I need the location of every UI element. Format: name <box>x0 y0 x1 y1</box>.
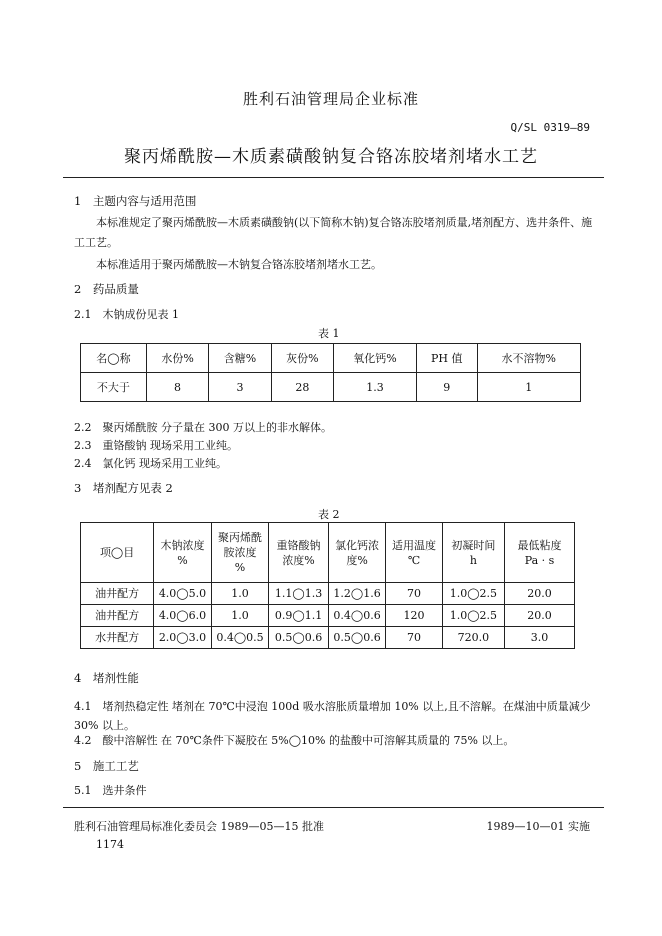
section-1-para-1: 本标准规定了聚丙烯酰胺—木质素磺酸钠(以下简称木钠)复合铬冻胶堵剂质量,堵剂配方、选井条件、施工工艺。 <box>74 216 593 249</box>
page-number: 1174 <box>96 838 124 851</box>
section-2-4: 2.4 氯化钙 现场采用工业纯。 <box>74 457 227 470</box>
table-2-cell: 油井配方 <box>81 605 154 627</box>
section-1-para-2: 本标准适用于聚丙烯酰胺—木钠复合铬冻胶堵剂堵水工艺。 <box>96 258 382 271</box>
table-2-cell: 3.0 <box>505 627 575 649</box>
table-1-header-cell: 含糖% <box>209 344 271 373</box>
table-1-header-cell: 灰份% <box>271 344 333 373</box>
section-4-heading: 4 堵剂性能 <box>74 671 139 685</box>
table-1-header-row <box>81 344 581 373</box>
table-2-cell: 1.2◯1.6 <box>328 583 386 605</box>
section-1-heading: 1 主题内容与适用范围 <box>74 194 197 208</box>
header-line: 浓度% <box>282 553 315 567</box>
header-line: 最低粘度 <box>517 538 562 552</box>
header-line: h <box>469 553 477 567</box>
table-1-cell: 3 <box>209 373 271 402</box>
header-line: 聚丙烯酰 <box>218 531 263 544</box>
table-2-cell: 70 <box>386 583 442 605</box>
table-2-row <box>81 583 575 605</box>
header-line: 氯化钙浓 <box>335 538 380 552</box>
footer-rule <box>63 807 604 808</box>
table-2-cell: 0.9◯1.1 <box>269 605 328 627</box>
table-2-cell: 0.4◯0.5 <box>211 627 269 649</box>
table-1-cell: 9 <box>416 373 477 402</box>
table-1-header-cell: 名◯称 <box>81 344 147 373</box>
table-2-cell: 1.0 <box>211 605 269 627</box>
table-1-header-cell: 水份% <box>146 344 208 373</box>
table-1-cell: 不大于 <box>81 373 147 402</box>
header-line: 胺浓度 <box>223 546 257 559</box>
section-4-2: 4.2 酸中溶解性 在 70℃条件下凝胶在 5%◯10% 的盐酸中可溶解其质量的 75% 以上。 <box>74 734 515 747</box>
approval-line: 胜利石油管理局标准化委员会 1989—05—15 批准 <box>74 820 324 833</box>
header-line: % <box>177 553 188 567</box>
table-2-cell: 4.0◯6.0 <box>154 605 212 627</box>
table-2-cell: 720.0 <box>442 627 504 649</box>
header-line: ℃ <box>407 553 421 567</box>
org-name: 胜利石油管理局企业标准 <box>242 90 419 108</box>
table-2-header-row <box>81 523 575 583</box>
section-5-1: 5.1 选井条件 <box>74 784 147 797</box>
table-1-cell: 1.3 <box>334 373 417 402</box>
table-2-header-cell <box>211 523 269 583</box>
implementation-date: 1989—10—01 实施 <box>486 820 590 833</box>
table-2-cell: 0.4◯0.6 <box>328 605 386 627</box>
table-2-header-cell <box>269 523 328 583</box>
table-2-cell: 1.1◯1.3 <box>269 583 328 605</box>
header-line: 适用温度 <box>392 538 437 552</box>
table-2-cell: 1.0 <box>211 583 269 605</box>
table-1-header-cell: PH 值 <box>416 344 477 373</box>
table-2-cell: 20.0 <box>505 605 575 627</box>
table-2-row <box>81 627 575 649</box>
table-2 <box>80 522 575 649</box>
header-line: % <box>234 561 246 574</box>
table-2-cell: 水井配方 <box>81 627 154 649</box>
section-2-heading: 2 药品质量 <box>74 282 139 296</box>
table-2-header-cell <box>81 523 154 583</box>
table-2-cell: 70 <box>386 627 442 649</box>
section-2-2: 2.2 聚丙烯酰胺 分子量在 300 万以上的非水解体。 <box>74 421 332 434</box>
table-2-cell: 120 <box>386 605 442 627</box>
table-1 <box>80 343 581 402</box>
table-1-cell: 8 <box>146 373 208 402</box>
table-1-row <box>81 373 581 402</box>
section-4-1: 4.1 堵剂热稳定性 堵剂在 70℃中浸泡 100d 吸水溶胀质量增加 10% 以上,且不溶解。在煤油中质量减少 30% 以上。 <box>74 700 591 732</box>
table-2-caption: 表 2 <box>318 508 340 521</box>
header-line: 初凝时间 <box>451 538 496 552</box>
section-5-heading: 5 施工工艺 <box>74 759 139 773</box>
table-2-header-cell <box>505 523 575 583</box>
table-2-cell: 0.5◯0.6 <box>269 627 328 649</box>
table-1-header-cell: 水不溶物% <box>477 344 580 373</box>
table-1-header-cell: 氧化钙% <box>334 344 417 373</box>
title-rule <box>63 177 604 178</box>
table-2-cell: 2.0◯3.0 <box>154 627 212 649</box>
header-line: Pa · s <box>524 553 555 567</box>
table-1-cell: 28 <box>271 373 333 402</box>
section-2-1: 2.1 木钠成份见表 1 <box>74 308 179 321</box>
section-3-heading: 3 堵剂配方见表 2 <box>74 481 173 495</box>
table-2-row <box>81 605 575 627</box>
table-2-header-cell <box>154 523 212 583</box>
table-2-cell: 油井配方 <box>81 583 154 605</box>
header-line: 木钠浓度 <box>160 538 205 552</box>
table-2-cell: 1.0◯2.5 <box>442 605 504 627</box>
section-2-3: 2.3 重铬酸钠 现场采用工业纯。 <box>74 439 238 452</box>
standard-number: Q/SL 0319—89 <box>510 121 590 134</box>
document-title: 聚丙烯酰胺—木质素磺酸钠复合铬冻胶堵剂堵水工艺 <box>124 147 538 167</box>
table-1-caption: 表 1 <box>318 327 340 340</box>
table-2-cell: 20.0 <box>505 583 575 605</box>
table-2-cell: 1.0◯2.5 <box>442 583 504 605</box>
table-2-header-cell <box>442 523 504 583</box>
table-2-header-cell <box>386 523 442 583</box>
header-line: 项◯目 <box>99 546 135 559</box>
table-2-header-cell <box>328 523 386 583</box>
table-2-cell: 0.5◯0.6 <box>328 627 386 649</box>
table-1-cell: 1 <box>477 373 580 402</box>
table-2-cell: 4.0◯5.0 <box>154 583 212 605</box>
header-line: 重铬酸钠 <box>276 538 321 552</box>
header-line: 度% <box>346 553 368 567</box>
